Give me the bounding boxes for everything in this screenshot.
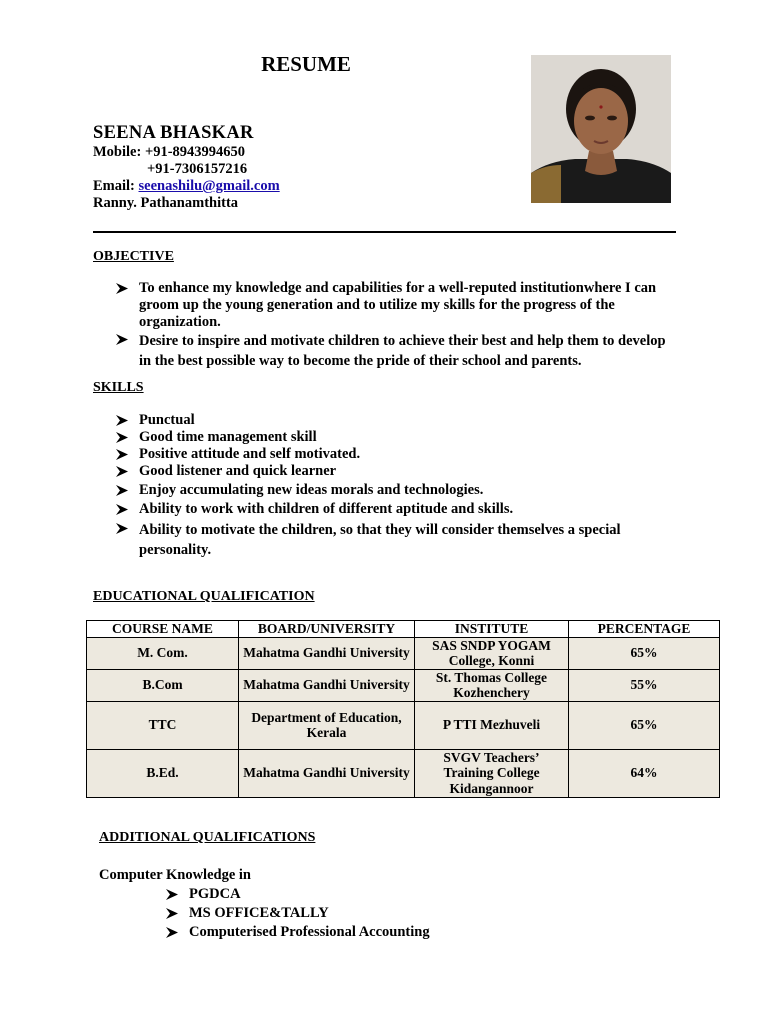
percentage-cell: 64%	[569, 749, 720, 797]
table-header-row	[87, 621, 720, 638]
board-cell: Mahatma Gandhi University	[239, 669, 415, 701]
arrow-bullet-icon	[115, 465, 129, 478]
skill-item	[115, 482, 675, 499]
institute-cell: SVGV Teachers’ Training College Kidangannoor	[415, 749, 569, 797]
additional-item	[165, 886, 565, 905]
profile-photo-image	[531, 55, 671, 203]
arrow-bullet-icon	[115, 484, 129, 497]
skills-heading: SKILLS	[93, 380, 144, 395]
additional-text: Computerised Professional Accounting	[189, 924, 430, 940]
column-header: INSTITUTE	[415, 621, 569, 638]
column-header: COURSE NAME	[87, 621, 239, 638]
column-header: PERCENTAGE	[569, 621, 720, 638]
arrow-bullet-icon	[115, 448, 129, 461]
skill-text: Good time management skill	[139, 429, 317, 445]
arrow-bullet-icon	[115, 333, 129, 346]
percentage-cell: 65%	[569, 701, 720, 749]
mobile-label: Mobile:	[93, 144, 142, 160]
additional-text: PGDCA	[189, 886, 241, 902]
email-link[interactable]: seenashilu@gmail.com	[138, 178, 280, 194]
arrow-bullet-icon	[115, 522, 129, 535]
course-cell: TTC	[87, 701, 239, 749]
arrow-bullet-icon	[115, 431, 129, 444]
education-table	[86, 620, 720, 798]
objective-text: Desire to inspire and motivate children to achieve their best and help them to develop in the best possible way to become the pride of their school and parents.	[139, 333, 666, 369]
skills-list	[115, 412, 675, 560]
skill-text: Positive attitude and self motivated.	[139, 446, 361, 462]
skill-item	[115, 463, 675, 480]
skill-item	[115, 520, 675, 560]
objective-item	[115, 280, 675, 331]
arrow-bullet-icon	[115, 503, 129, 516]
skill-text: Good listener and quick learner	[139, 463, 337, 479]
email-line	[93, 178, 280, 195]
mobile-line	[93, 144, 245, 161]
additional-item	[165, 905, 565, 924]
institute-cell: P TTI Mezhuveli	[415, 701, 569, 749]
additional-list	[165, 886, 565, 943]
institute-cell: SAS SNDP YOGAM College, Konni	[415, 637, 569, 669]
profile-photo	[531, 55, 671, 203]
arrow-bullet-icon	[165, 907, 179, 920]
institute-cell: St. Thomas College Kozhenchery	[415, 669, 569, 701]
skill-text: Punctual	[139, 412, 195, 428]
mobile-number-1: +91-8943994650	[144, 144, 246, 160]
header-divider	[93, 231, 676, 233]
arrow-bullet-icon	[165, 888, 179, 901]
computer-knowledge-intro: Computer Knowledge in	[99, 867, 251, 883]
table-row	[87, 669, 720, 701]
education-heading: EDUCATIONAL QUALIFICATION	[93, 589, 315, 604]
course-cell: B.Ed.	[87, 749, 239, 797]
objective-item	[115, 331, 675, 371]
address: Ranny. Pathanamthitta	[93, 195, 239, 211]
objective-heading: OBJECTIVE	[93, 249, 174, 264]
arrow-bullet-icon	[165, 926, 179, 939]
percentage-cell: 55%	[569, 669, 720, 701]
objective-list	[115, 280, 675, 371]
table-row	[87, 749, 720, 797]
course-cell: B.Com	[87, 669, 239, 701]
additional-text: MS OFFICE&TALLY	[189, 905, 329, 921]
skill-item	[115, 412, 675, 429]
board-cell: Department of Education, Kerala	[239, 701, 415, 749]
skill-item	[115, 446, 675, 463]
arrow-bullet-icon	[115, 414, 129, 427]
skill-item	[115, 501, 675, 518]
candidate-name: SEENA BHASKAR	[93, 123, 254, 143]
skill-text: Ability to work with children of different aptitude and skills.	[139, 501, 514, 517]
board-cell: Mahatma Gandhi University	[239, 749, 415, 797]
additional-heading: ADDITIONAL QUALIFICATIONS	[99, 830, 316, 845]
table-row	[87, 701, 720, 749]
course-cell: M. Com.	[87, 637, 239, 669]
additional-item	[165, 924, 565, 943]
arrow-bullet-icon	[115, 282, 129, 295]
resume-title: RESUME	[261, 52, 351, 76]
column-header: BOARD/UNIVERSITY	[239, 621, 415, 638]
skill-text: Ability to motivate the children, so that they will consider themselves a special personality.	[139, 522, 621, 558]
objective-text: To enhance my knowledge and capabilities for a well-reputed institutionwhere I can groom up the young generation and to utilize my skills for the progress of the organization.	[139, 280, 657, 330]
skill-item	[115, 429, 675, 446]
email-label: Email:	[93, 178, 135, 194]
table-row	[87, 637, 720, 669]
skill-text: Enjoy accumulating new ideas morals and technologies.	[139, 482, 484, 498]
mobile-number-2: +91-7306157216	[147, 161, 248, 177]
board-cell: Mahatma Gandhi University	[239, 637, 415, 669]
percentage-cell: 65%	[569, 637, 720, 669]
